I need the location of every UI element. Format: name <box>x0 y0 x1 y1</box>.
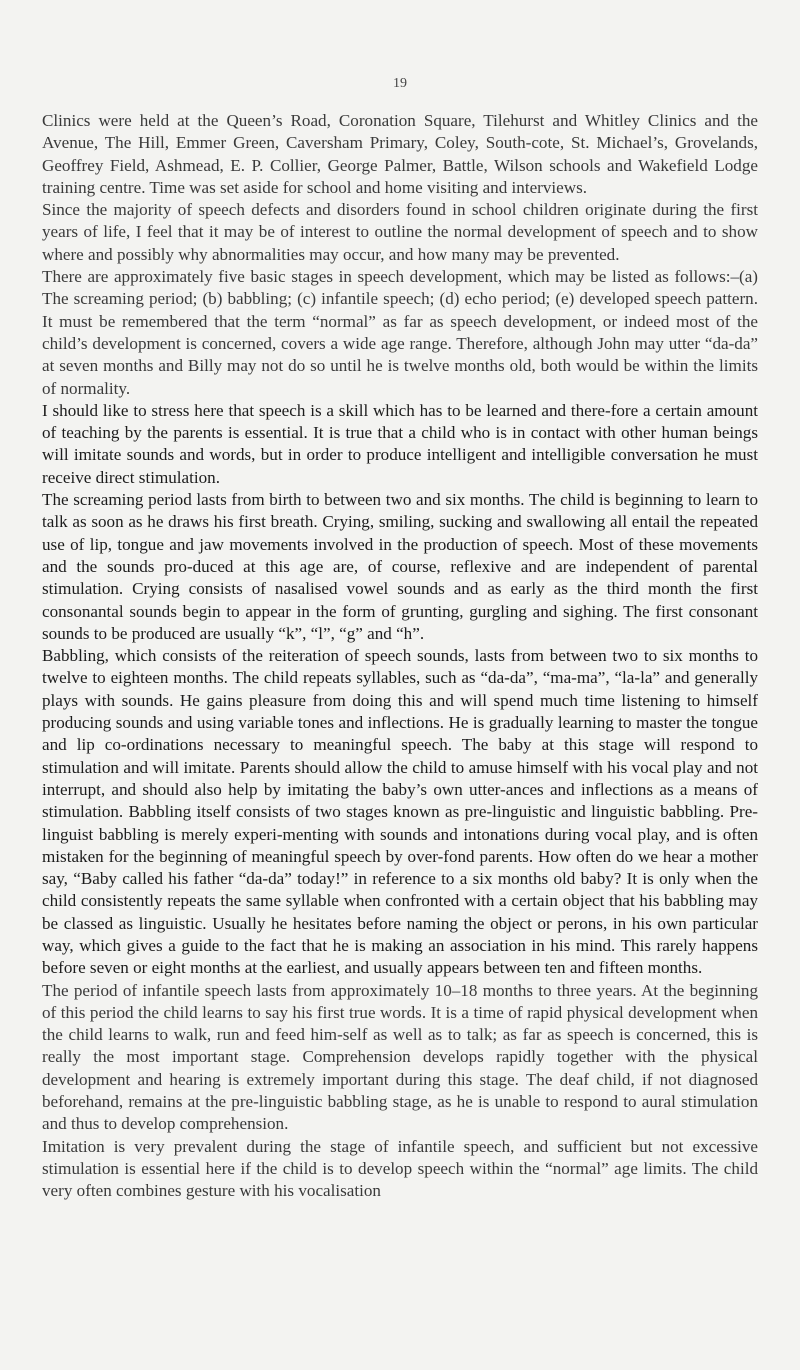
paragraph-skill-learned: I should like to stress here that speech is a skill which has to be learned and there-fore a certain amount of teaching by the parents is essential. It is true that a child who is in contact with other human beings will imitate sounds and words, but in order to produce intelligent and intelligible conversation he must receive direct stimulation. <box>42 400 758 487</box>
paragraph-babbling: Babbling, which consists of the reiteration of speech sounds, lasts from between two to six months to twelve to eighteen months. The child repeats syllables, such as “da-da”, “ma-ma”, “la-la” and generally plays with sounds. He gains pleasure from doing this and will spend much time listening to himself producing sounds and using variable tones and inflections. He is gradually learning to master the tongue and lip co-ordinations necessary to meaningful speech. The baby at this stage will respond to stimulation and will imitate. Parents should allow the child to amuse himself with his vocal play and not interrupt, and should also help by imitating the baby’s own utter-ances and inflections as a means of stimulation. Babbling itself consists of two stages known as pre-linguistic and linguistic babbling. Pre-linguist babbling is merely experi-menting with sounds and intonations during vocal play, and is often mistaken for the beginning of meaningful speech by over-fond parents. How often do we hear a mother say, “Baby called his father “da-da” today!” in reference to a six months old baby? It is only when the child consistently repeats the same syllable when confronted with a certain object that his babbling may be classed as linguistic. Usually he hesitates before naming the object or perons, in his own particular way, which gives a guide to the fact that he is making an association in his mind. This rarely happens before seven or eight months at the earliest, and usually appears between ten and fifteen months. <box>42 646 758 978</box>
paragraph-clinics: Clinics were held at the Queen’s Road, Coronation Square, Tilehurst and Whitley Clinics and the Avenue, The Hill, Emmer Green, Caversham Primary, Coley, South-cote, St. Michael’s, Grovelands, Geoffrey Field, Ashmead, E. P. Collier, George Palmer, Battle, Wilson schools and Wakefield Lodge training centre. Time was set aside for school and home visiting and interviews. <box>42 111 758 197</box>
paragraph-infantile-speech: The period of infantile speech lasts from approximately 10–18 months to three years. At the beginning of this period the child learns to say his first true words. It is a time of rapid physical development when the child learns to walk, run and feed him-self as well as to talk; as far as speech is concerned, this is really the most important stage. Comprehension develops rapidly together with the physical development and hearing is extremely important during this stage. The deaf child, if not diagnosed beforehand, remains at the pre-linguistic babbling stage, as he is unable to respond to aural stimulation and thus to develop comprehension. <box>42 980 758 1134</box>
body-text <box>42 110 758 1203</box>
paragraph-screaming-period: The screaming period lasts from birth to between two and six months. The child is beginning to learn to talk as soon as he draws his first breath. Crying, smiling, sucking and swallowing all entail the repeated use of lip, tongue and jaw movements involved in the production of speech. Most of these movements and the sounds pro-duced at this age are, of course, reflexive and are independent of parental stimulation. Crying consists of nasalised vowel sounds and as early as the third month the first consonantal sounds begin to appear in the form of grunting, gurgling and sighing. The first consonant sounds to be produced are usually “k”, “l”, “g” and “h”. <box>42 490 758 643</box>
page-number: 19 <box>393 76 407 91</box>
paragraph-imitation: Imitation is very prevalent during the stage of infantile speech, and sufficient but not excessive stimulation is essential here if the child is to develop speech within the “normal” age limits. The child very often combines gesture with his vocalisation <box>42 1136 758 1201</box>
paragraph-speech-defects: Since the majority of speech defects and disorders found in school children originate during the first years of life, I feel that it may be of interest to outline the normal development of speech and to show where and possibly why abnormalities may occur, and how many may be prevented. <box>42 200 758 264</box>
paragraph-five-stages: There are approximately five basic stages in speech development, which may be listed as follows:–(a) The screaming period; (b) babbling; (c) infantile speech; (d) echo period; (e) developed speech pattern. It must be remembered that the term “normal” as far as speech development, or indeed most of the child’s development is concerned, covers a wide age range. Therefore, although John may utter “da-da” at seven months and Billy may not do so until he is twelve months old, both would be within the limits of normality. <box>42 267 758 398</box>
